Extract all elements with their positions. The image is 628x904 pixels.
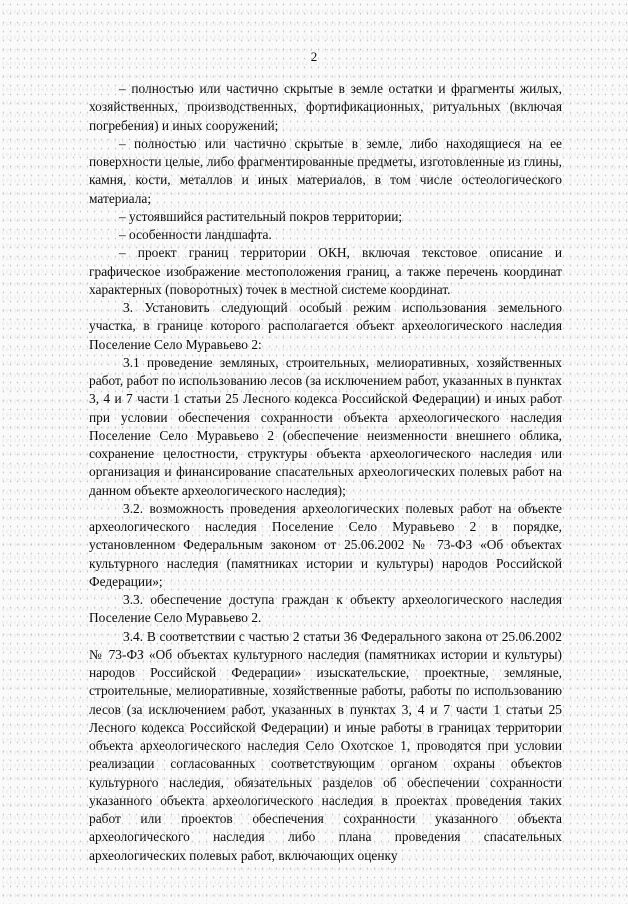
document-body (89, 80, 562, 865)
paragraph-3-4: 3.4. В соответствии с частью 2 статьи 36 Федерального закона от 25.06.2002 № 73-ФЗ «Об объектах культурного наследия (памятниках истории и культуры) народов Российской Федерации» изыскательские, проектные, земляные, строительные, мелиоративные, хозяйственные работы, работы по использованию лесов (за исключением работ, указанных в пунктах 3, 4 и 7 части 1 статьи 25 Лесного кодекса Российской Федерации) и иные работы в границах территории объекта археологического наследия Село Охотское 1, проводятся при условии реализации согласованных соответствующим органом охраны объектов культурного наследия, обязательных разделов об обеспечении сохранности указанного объекта археологического наследия в проектах проведения таких работ или проектов обеспечения сохранности указанного объекта археологического наследия либо плана проведения спасательных археологических полевых работ, включающих оценку (89, 628, 562, 863)
paragraph-3: 3. Установить следующий особый режим использования земельного участка, в границе которого располагается объект археологического наследия Поселение Село Муравьево 2: (89, 300, 562, 352)
paragraph-3-1: 3.1 проведение земляных, строительных, мелиоративных, хозяйственных работ, работ по использованию лесов (за исключением работ, указанных в пунктах 3, 4 и 7 части 1 статьи 25 Лесного кодекса Российской Федерации) и иных работ при условии обеспечения сохранности объекта археологического наследия Поселение Село Муравьево 2 (обеспечение неизменности внешнего облика, сохранение целостности, структуры объекта археологического наследия или организация и финансирование спасательных археологических полевых работ на данном объекте археологического наследия); (89, 354, 562, 498)
page-number: 2 (310, 49, 318, 64)
list-item-ruins: – полностью или частично скрытые в земле остатки и фрагменты жилых, хозяйственных, производственных, фортификационных, ритуальных (включая погребения) и иных сооружений; (89, 81, 562, 133)
paragraph-3-2: 3.2. возможность проведения археологических полевых работ на объекте археологического наследия Поселение Село Муравьево 2 в порядке, установленном Федеральным законом от 25.06.2002 № 73-ФЗ «Об объектах культурного наследия (памятниках истории и культуры) народов Российской Федерации»; (89, 500, 562, 589)
list-item-artifacts: – полностью или частично скрытые в земле, либо находящиеся на ее поверхности целые, либо фрагментированные предметы, изготовленные из глины, камня, кости, металлов и иных материалов, в том числе остеологического материала; (89, 135, 562, 206)
list-item-vegetation: – устоявшийся растительный покров территории; (119, 208, 403, 224)
list-item-landscape: – особенности ландшафта. (119, 227, 272, 242)
paragraph-3-3: 3.3. обеспечение доступа граждан к объекту археологического наследия Поселение Село Муравьево 2. (89, 592, 562, 626)
list-item-boundary-project: – проект границ территории ОКН, включая текстовое описание и графическое изображение местоположения границ, а также перечень координат характерных (поворотных) точек в местной системе координат. (89, 245, 562, 297)
